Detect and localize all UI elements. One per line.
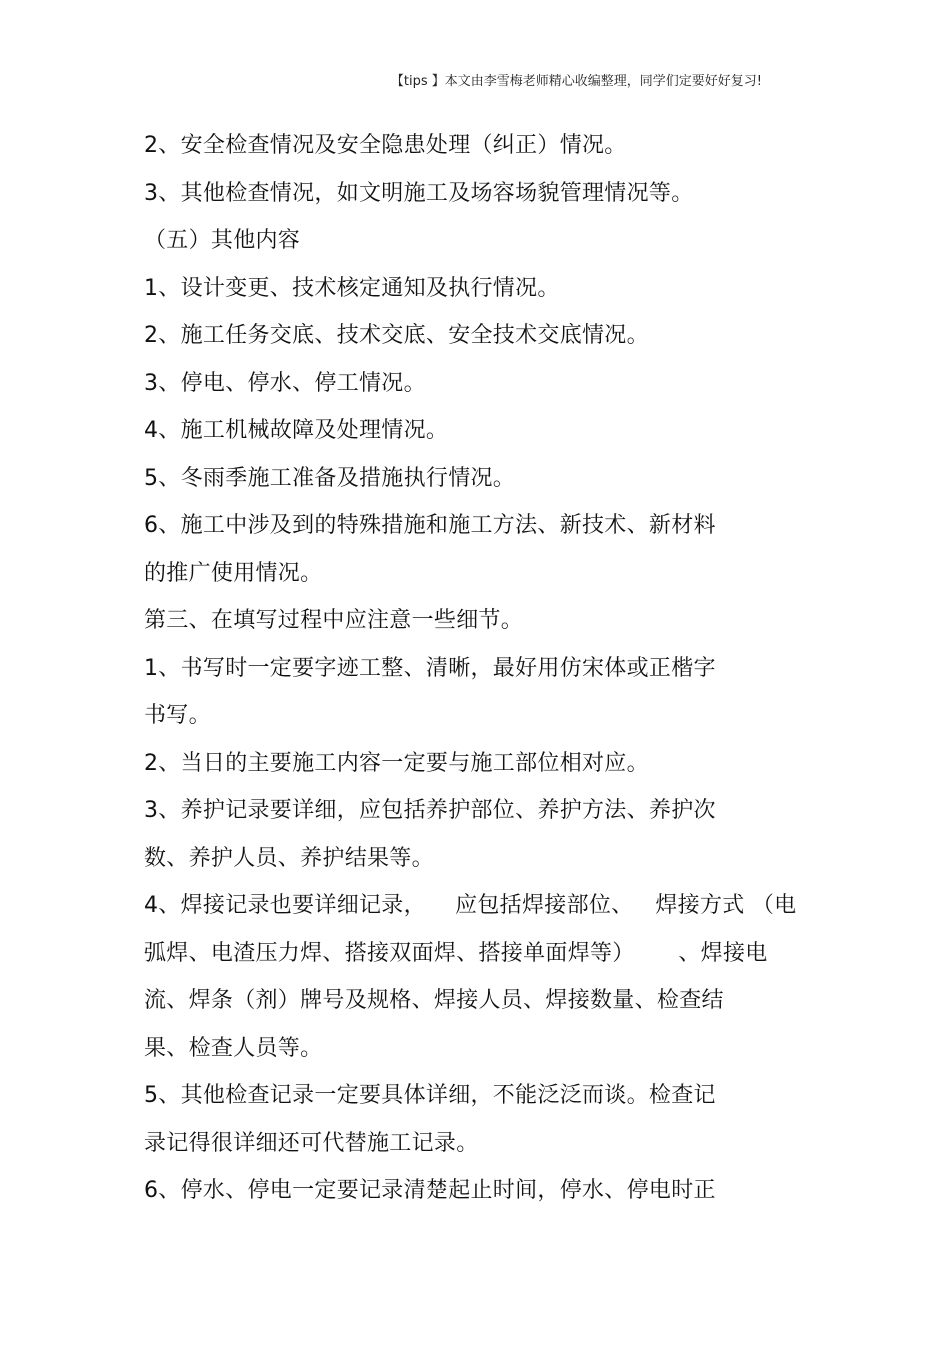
text-line: 3、停电、停水、停工情况。	[144, 370, 426, 396]
text-line: 1、设计变更、技术核定通知及执行情况。	[144, 275, 560, 301]
text-line: 5、冬雨季施工准备及措施执行情况。	[144, 465, 516, 491]
section-heading: 第三、在填写过程中应注意一些细节。	[144, 608, 524, 633]
text-line: 流、焊条（剂）牌号及规格、焊接人员、焊接数量、检查结	[144, 988, 724, 1013]
text-line: 弧焊、电渣压力焊、搭接双面焊、搭接单面焊等） 、焊接电	[144, 940, 768, 966]
text-line: 4、施工机械故障及处理情况。	[144, 418, 449, 443]
text-line: 6、停水、停电一定要记录清楚起止时间，停水、停电时正	[144, 1178, 716, 1203]
text-line: 书写。	[144, 703, 211, 728]
document-body	[144, 122, 844, 1215]
text-line: 6、施工中涉及到的特殊措施和施工方法、新技术、新材料	[144, 513, 716, 538]
text-line: 果、检查人员等。	[144, 1035, 323, 1061]
text-line: 2、施工任务交底、技术交底、安全技术交底情况。	[144, 323, 649, 348]
section-heading: （五）其他内容	[144, 228, 301, 253]
text-line: 1、书写时一定要字迹工整、清晰，最好用仿宋体或正楷字	[144, 655, 716, 681]
text-line: 3、养护记录要详细，应包括养护部位、养护方法、养护次	[144, 798, 716, 823]
text-line: 2、安全检查情况及安全隐患处理（纠正）情况。	[144, 133, 627, 158]
text-line: 4、焊接记录也要详细记录， 应包括焊接部位、 焊接方式 （电	[144, 893, 797, 918]
text-line: 的推广使用情况。	[144, 560, 323, 586]
text-line: 录记得很详细还可代替施工记录。	[144, 1130, 479, 1156]
text-line: 数、养护人员、养护结果等。	[144, 845, 434, 871]
header-tips-note: 【tips 】本文由李雪梅老师精心收编整理，同学们定要好好复习!	[390, 74, 762, 89]
text-line: 2、当日的主要施工内容一定要与施工部位相对应。	[144, 750, 649, 776]
text-line: 5、其他检查记录一定要具体详细，不能泛泛而谈。检查记	[144, 1083, 716, 1108]
text-line: 3、其他检查情况，如文明施工及场容场貌管理情况等。	[144, 180, 694, 206]
